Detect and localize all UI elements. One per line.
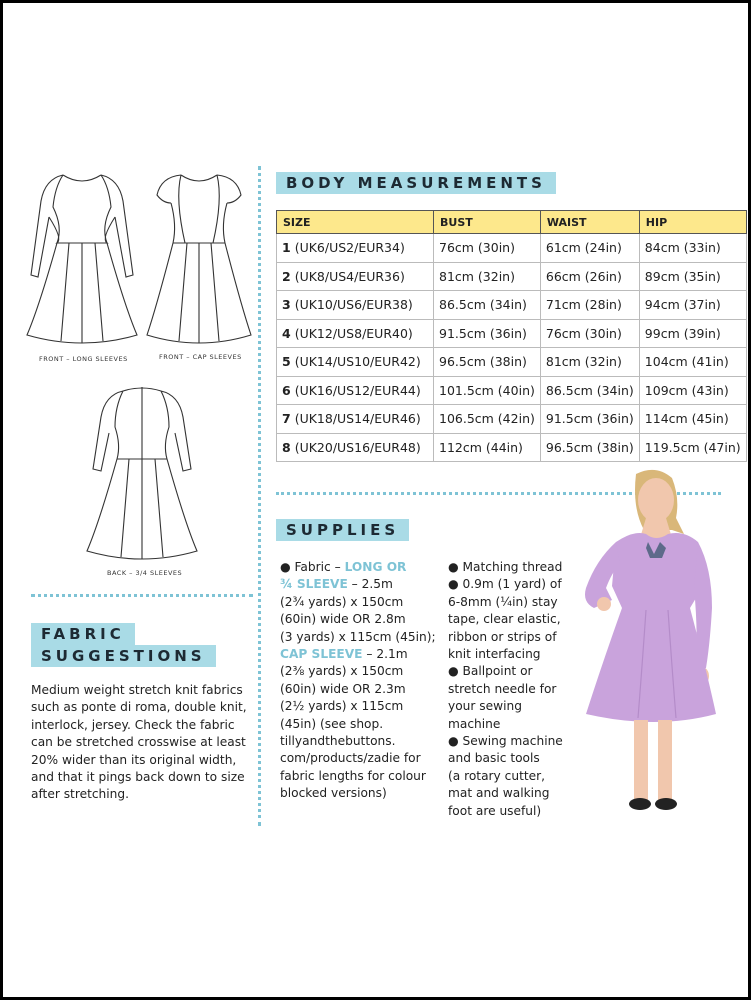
- bullet: ●: [280, 560, 291, 574]
- cell-bust: 112cm (44in): [434, 433, 541, 462]
- supplies-text-line: fabric lengths for colour: [280, 768, 426, 783]
- cell-hip: 114cm (45in): [639, 405, 746, 434]
- size-number: 7: [282, 411, 291, 427]
- size-code: (UK8/US4/EUR36): [294, 268, 405, 284]
- cell-bust: 101.5cm (40in): [434, 376, 541, 405]
- supplies-long-line: [280, 576, 445, 593]
- table-header-row: [277, 211, 747, 234]
- cell-waist: 86.5cm (34in): [540, 376, 639, 405]
- cell-bust: 81cm (32in): [434, 262, 541, 291]
- supplies-text-line: (2¾ yards) x 150cm: [280, 594, 404, 609]
- vertical-divider: [258, 166, 261, 826]
- cap-sleeve-label: CAP SLEEVE: [280, 647, 363, 662]
- size-code: (UK18/US14/EUR46): [294, 411, 421, 427]
- table-row: [277, 291, 747, 320]
- supplies-text-line: (2⅜ yards) x 150cm: [280, 664, 404, 679]
- cell-hip: 84cm (33in): [639, 234, 746, 263]
- size-number: 8: [282, 439, 291, 455]
- supplies-text-line: ribbon or strips of: [448, 629, 557, 644]
- sketch-front-cap-sleeves: [143, 169, 255, 347]
- table-row: [277, 262, 747, 291]
- size-number: 3: [282, 297, 291, 313]
- supplies-text-line: com/products/zadie for: [280, 751, 421, 766]
- supplies-text-line: (3 yards) x 115cm (45in);: [280, 629, 436, 644]
- caption-front-long: FRONT – LONG SLEEVES: [39, 355, 128, 363]
- cell-waist: 96.5cm (38in): [540, 433, 639, 462]
- cell-hip: 104cm (41in): [639, 348, 746, 377]
- size-number: 5: [282, 354, 291, 370]
- caption-front-cap: FRONT – CAP SLEEVES: [159, 353, 242, 361]
- size-code: (UK6/US2/EUR34): [294, 240, 405, 256]
- fabric-text-line: such as ponte di roma, double knit,: [31, 700, 247, 715]
- cell-waist: 81cm (32in): [540, 348, 639, 377]
- col-hip-header: HIP: [639, 211, 746, 234]
- cell-size: [277, 433, 434, 462]
- cell-size: [277, 376, 434, 405]
- supplies-text-line: knit interfacing: [448, 647, 541, 662]
- supplies-text-line: tape, clear elastic,: [448, 612, 561, 627]
- table-row: [277, 376, 747, 405]
- cell-hip: 109cm (43in): [639, 376, 746, 405]
- cell-bust: 96.5cm (38in): [434, 348, 541, 377]
- fabric-text-line: can be stretched crosswise at least: [31, 735, 246, 750]
- supplies-text-line: and basic tools: [448, 751, 540, 766]
- supplies-text-line: (a rotary cutter,: [448, 768, 546, 783]
- cell-waist: 61cm (24in): [540, 234, 639, 263]
- supplies-text-line: ● Ballpoint or: [448, 664, 533, 679]
- cell-size: [277, 234, 434, 263]
- table-row: [277, 405, 747, 434]
- supplies-text-line: 6-8mm (¼in) stay: [448, 594, 558, 609]
- body-measurements-table: [276, 210, 747, 462]
- cell-hip: 119.5cm (47in): [639, 433, 746, 462]
- sketch-back-three-quarter: [83, 383, 201, 563]
- cell-size: [277, 262, 434, 291]
- supplies-text-line: (60in) wide OR 2.8m: [280, 612, 406, 627]
- cell-waist: 91.5cm (36in): [540, 405, 639, 434]
- supplies-text-line: tillyandthebuttons.: [280, 734, 396, 749]
- supplies-text-line: (2½ yards) x 115cm: [280, 699, 404, 714]
- size-code: (UK12/US8/EUR40): [294, 325, 413, 341]
- supplies-cap-line: [280, 646, 445, 663]
- long-sleeve-label: LONG OR: [344, 560, 407, 574]
- supplies-text-line: foot are useful): [448, 803, 542, 818]
- size-code: (UK20/US16/EUR48): [294, 439, 421, 455]
- fabric-divider: [31, 594, 253, 597]
- cap-amount: – 2.1m: [362, 647, 408, 662]
- supplies-text-line: mat and walking: [448, 786, 550, 801]
- cell-hip: 99cm (39in): [639, 319, 746, 348]
- size-code: (UK16/US12/EUR44): [294, 382, 421, 398]
- supplies-text-line: ● 0.9m (1 yard) of: [448, 577, 562, 592]
- table-row: [277, 319, 747, 348]
- model-photo: [576, 468, 726, 818]
- size-number: 4: [282, 325, 291, 341]
- size-number: 2: [282, 268, 291, 284]
- fabric-label: Fabric –: [294, 560, 341, 574]
- size-code: (UK10/US6/EUR38): [294, 297, 413, 313]
- cell-size: [277, 319, 434, 348]
- cell-bust: 91.5cm (36in): [434, 319, 541, 348]
- cell-bust: 76cm (30in): [434, 234, 541, 263]
- cell-hip: 89cm (35in): [639, 262, 746, 291]
- cell-bust: 86.5cm (34in): [434, 291, 541, 320]
- supplies-text-line: your sewing machine: [448, 699, 522, 731]
- col-size-header: SIZE: [277, 211, 434, 234]
- col-waist-header: WAIST: [540, 211, 639, 234]
- fabric-text-line: 20% wider than its original width,: [31, 752, 237, 767]
- supplies-text-line: ● Matching thread: [448, 560, 563, 574]
- supplies-fabric-line: [280, 559, 445, 576]
- cell-waist: 71cm (28in): [540, 291, 639, 320]
- long-amount: – 2.5m: [347, 577, 393, 592]
- sketch-front-long-sleeves: [23, 167, 141, 347]
- size-code: (UK14/US10/EUR42): [294, 354, 421, 370]
- col-bust-header: BUST: [434, 211, 541, 234]
- cell-hip: 94cm (37in): [639, 291, 746, 320]
- fabric-text-line: Medium weight stretch knit fabrics: [31, 683, 243, 697]
- cell-waist: 76cm (30in): [540, 319, 639, 348]
- table-row: [277, 433, 747, 462]
- size-number: 1: [282, 240, 291, 256]
- cell-size: [277, 405, 434, 434]
- size-number: 6: [282, 382, 291, 398]
- fabric-heading-line1: FABRIC: [31, 623, 135, 645]
- caption-back: BACK – 3/4 SLEEVES: [107, 569, 183, 577]
- cell-size: [277, 291, 434, 320]
- supplies-text-line: ● Sewing machine: [448, 734, 563, 749]
- cell-waist: 66cm (26in): [540, 262, 639, 291]
- pattern-page: [3, 3, 748, 997]
- supplies-text-line: (60in) wide OR 2.3m: [280, 681, 406, 696]
- table-row: [277, 348, 747, 377]
- fabric-text-line: interlock, jersey. Check the fabric: [31, 717, 235, 732]
- supplies-lines-a: [280, 594, 445, 646]
- cell-bust: 106.5cm (42in): [434, 405, 541, 434]
- supplies-column-fabric: [280, 559, 445, 803]
- body-measurements-heading: BODY MEASUREMENTS: [276, 172, 556, 194]
- supplies-column-tools: [448, 559, 578, 820]
- table-row: [277, 234, 747, 263]
- supplies-lines-b: [280, 663, 445, 802]
- supplies-text-line: stretch needle for: [448, 681, 557, 696]
- supplies-text-line: (45in) (see shop.: [280, 716, 384, 731]
- fabric-text-line: after stretching.: [31, 787, 129, 802]
- three-quarter-sleeve-label: ¾ SLEEVE: [280, 577, 348, 592]
- supplies-heading: SUPPLIES: [276, 519, 409, 541]
- fabric-text-line: and that it pings back down to size: [31, 770, 245, 785]
- cell-size: [277, 348, 434, 377]
- fabric-heading-line2: SUGGESTIONS: [31, 645, 216, 667]
- fabric-suggestions-text: [31, 682, 256, 804]
- supplies-text-line: blocked versions): [280, 786, 387, 801]
